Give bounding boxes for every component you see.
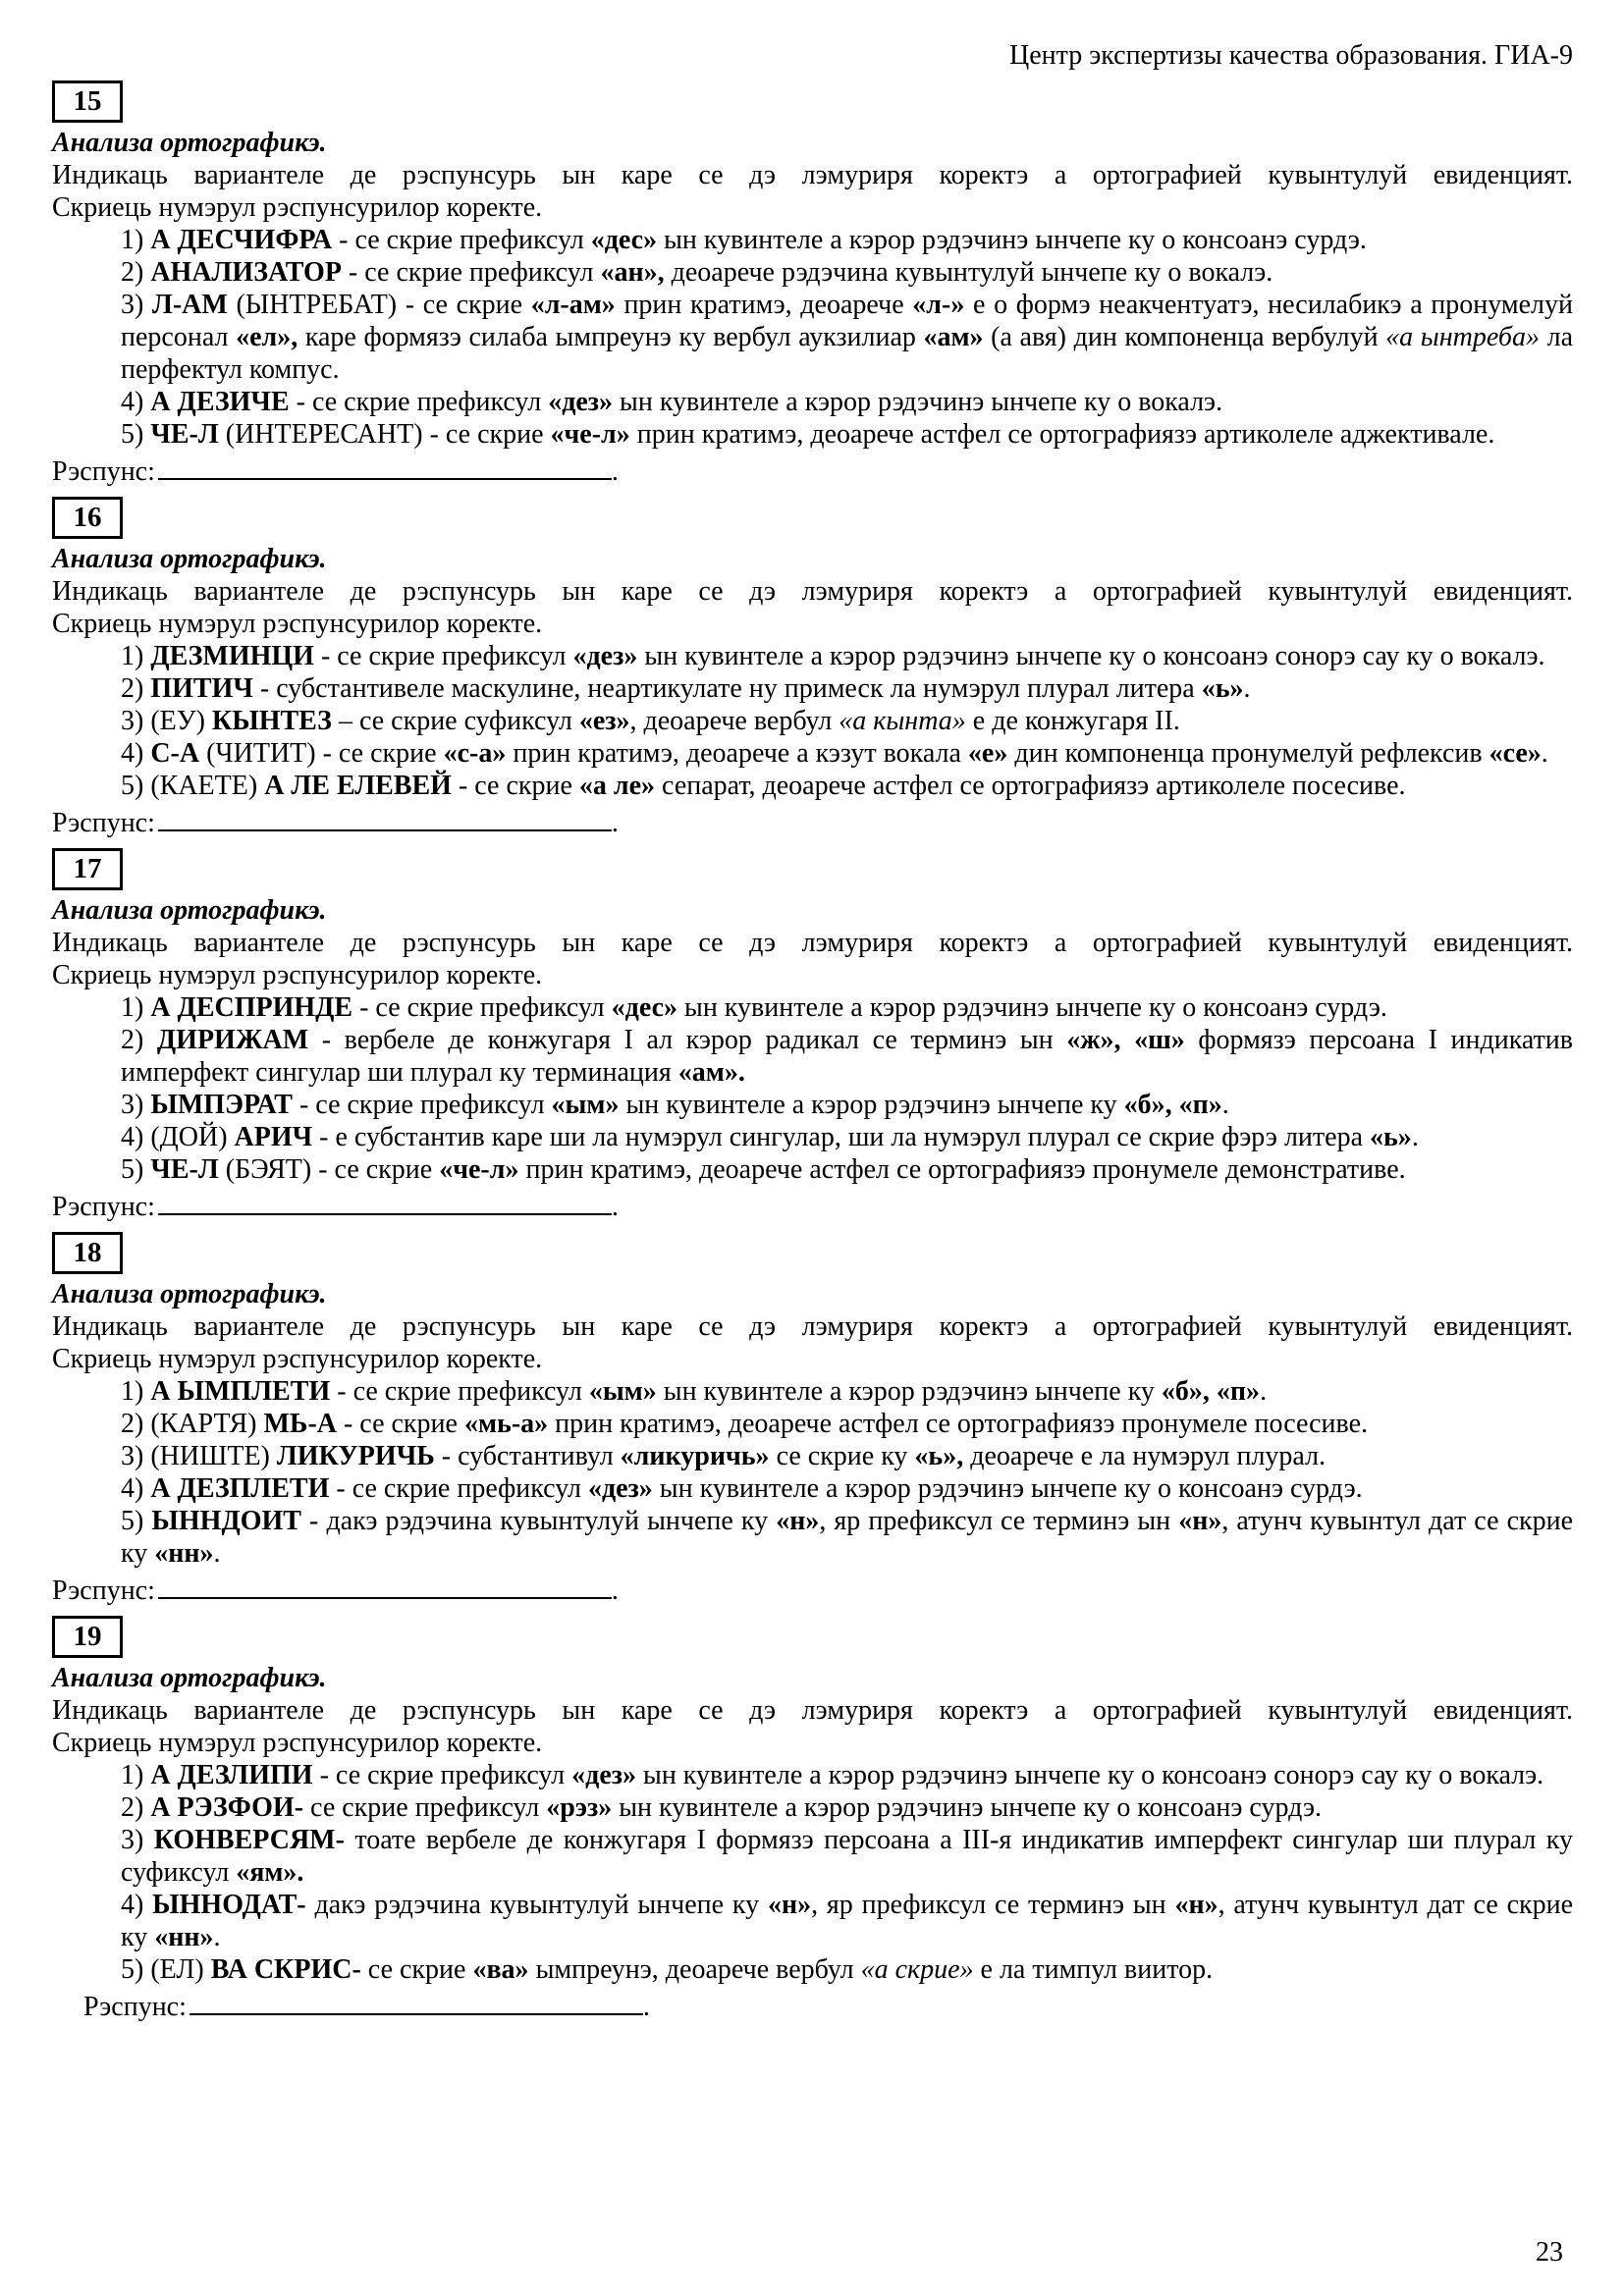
text-segment: . bbox=[1411, 1122, 1419, 1152]
text-segment: «н» bbox=[1178, 1506, 1222, 1536]
text-segment: прин кратимэ, деоарече а кэзут вокала bbox=[506, 738, 968, 769]
text-segment: прин кратимэ, деоарече астфел се ортографиязэ пронумеле посесиве. bbox=[548, 1409, 1369, 1439]
text-segment: сепарат, деоарече астфел се ортографиязэ артиколеле посесиве. bbox=[655, 771, 1406, 801]
instruction-line: Скриець нумэрул рэспунсурилор коректе. bbox=[52, 1344, 543, 1374]
answer-option bbox=[121, 1024, 1573, 1089]
answer-option bbox=[121, 1889, 1573, 1953]
text-segment: 3) bbox=[121, 290, 152, 320]
instruction-line: Скриець нумэрул рэспунсурилор коректе. bbox=[52, 609, 543, 639]
document-header: Центр экспертизы качества образования. ГИА-9 bbox=[1009, 40, 1573, 71]
text-segment: 4) (ДОЙ) bbox=[121, 1122, 235, 1152]
text-segment: «н» bbox=[776, 1506, 820, 1536]
response-suffix: . bbox=[611, 1575, 619, 1606]
text-segment: А ЫМПЛЕТИ bbox=[150, 1376, 331, 1407]
answer-option bbox=[121, 1440, 1573, 1472]
text-segment: «ь» bbox=[1201, 673, 1244, 704]
response-line bbox=[52, 455, 1573, 488]
response-line bbox=[83, 1991, 1573, 2023]
text-segment: ЫМПЭРАТ bbox=[150, 1090, 293, 1120]
response-line bbox=[52, 807, 1573, 839]
text-segment: ЧЕ-Л bbox=[150, 419, 219, 450]
text-segment: 2) bbox=[121, 257, 151, 288]
question-number: 16 bbox=[73, 502, 102, 533]
answer-option bbox=[121, 1375, 1573, 1408]
question-number: 15 bbox=[73, 85, 102, 117]
text-segment: 2) bbox=[121, 1025, 157, 1055]
text-segment: 2) bbox=[121, 1792, 151, 1823]
text-segment: АНАЛИЗАТОР bbox=[150, 257, 342, 288]
question-block bbox=[52, 1232, 1573, 1607]
answer-option bbox=[121, 1408, 1573, 1440]
text-segment: 3) bbox=[121, 1825, 154, 1855]
text-segment: ла перфектул компус. bbox=[121, 322, 1574, 385]
answer-option bbox=[121, 1153, 1573, 1186]
text-segment: - вербеле де конжугаря I ал кэрор радикал се терминэ ын bbox=[308, 1025, 1067, 1055]
text-segment: - се скрие префиксул bbox=[292, 1090, 552, 1120]
response-label: Рэспунс: bbox=[52, 1575, 155, 1606]
text-segment: - се скрие префиксул bbox=[312, 1760, 572, 1790]
text-segment: «рэз» bbox=[546, 1792, 613, 1823]
text-segment: «а скрие» bbox=[860, 1954, 974, 1985]
text-segment: «ь» bbox=[1370, 1122, 1412, 1152]
text-segment: «а ынтреба» bbox=[1385, 322, 1540, 352]
text-segment: прин кратимэ, деоарече астфел се ортографиязэ пронумеле демонстративе. bbox=[518, 1154, 1406, 1185]
question-number-box bbox=[52, 80, 123, 123]
text-segment: «а кынта» bbox=[839, 706, 966, 736]
text-segment: се скрие ку bbox=[769, 1441, 915, 1471]
text-segment: ын кувинтеле а кэрор рэдэчинэ ынчепе ку о консоанэ сурдэ. bbox=[677, 992, 1387, 1023]
answer-option bbox=[121, 289, 1573, 386]
text-segment: «дес» bbox=[590, 225, 658, 255]
answer-option bbox=[121, 1759, 1573, 1791]
text-segment: «дез» bbox=[587, 1473, 653, 1504]
text-segment: «че-л» bbox=[439, 1154, 519, 1185]
text-segment: «дез» bbox=[571, 1760, 636, 1790]
text-segment: формязэ персоана I индикатив имперфект сингулар ши плурал ку терминация bbox=[121, 1025, 1574, 1088]
instruction-line: Скриець нумэрул рэспунсурилор коректе. bbox=[52, 960, 543, 990]
text-segment: А ДЕЗЛИПИ bbox=[150, 1760, 313, 1790]
text-segment: - дакэ рэдэчина кувынтулуй ынчепе ку bbox=[300, 1506, 777, 1536]
text-segment: , яр префиксул се терминэ ын bbox=[811, 1890, 1175, 1920]
text-segment: се скрие bbox=[360, 1954, 473, 1985]
text-segment: «дез» bbox=[572, 641, 638, 671]
text-segment: (ИНТЕРЕСАНТ) - се скрие bbox=[218, 419, 551, 450]
text-segment: , яр префиксул се терминэ ын bbox=[819, 1506, 1179, 1536]
question-number-box bbox=[52, 1616, 123, 1658]
text-segment: - се скрие bbox=[451, 771, 579, 801]
instruction-line: Скриець нумэрул рэспунсурилор коректе. bbox=[52, 1728, 543, 1758]
text-segment: . bbox=[1260, 1376, 1268, 1407]
text-segment: е де конжугаря II. bbox=[965, 706, 1180, 736]
text-segment: 4) bbox=[121, 738, 151, 769]
text-segment: каре формязэ силаба ымпреунэ ку вербул аукзилиар bbox=[298, 322, 924, 352]
text-segment: , деоарече вербул bbox=[629, 706, 839, 736]
text-segment: «нн» bbox=[154, 1922, 214, 1952]
text-segment: ын кувинтеле а кэрор рэдэчинэ ынчепе ку о консоанэ сонорэ сау ку о вокалэ. bbox=[636, 1760, 1544, 1790]
text-segment: – се скрие суфиксул bbox=[331, 706, 579, 736]
text-segment: 1) bbox=[121, 992, 151, 1023]
text-segment: прин кратимэ, деоарече bbox=[615, 290, 913, 320]
text-segment: - субстантивул bbox=[434, 1441, 621, 1471]
text-segment: 5) (КАЕТЕ) bbox=[121, 771, 265, 801]
text-segment: «ез» bbox=[578, 706, 630, 736]
text-segment: «ел», bbox=[236, 322, 298, 352]
text-segment: деоарече е ла нумэрул плурал. bbox=[963, 1441, 1326, 1471]
question-instructions bbox=[52, 1310, 1573, 1375]
question-number-box bbox=[52, 848, 123, 890]
text-segment: (БЭЯТ) - се скрие bbox=[218, 1154, 440, 1185]
question-heading: Анализа ортографикэ. bbox=[52, 128, 327, 158]
question-heading: Анализа ортографикэ. bbox=[52, 1279, 327, 1309]
instruction-line: Индикаць вариантеле де рэспунсурь ын каре се дэ лэмуриря коректэ а ортографией кувынтулуй евиденцият. bbox=[52, 160, 1573, 190]
question-number-box bbox=[52, 497, 123, 539]
text-segment: - се скрие префиксул bbox=[313, 641, 573, 671]
text-segment: «ям». bbox=[236, 1857, 304, 1888]
text-segment: «ам» bbox=[923, 322, 984, 352]
text-segment: дин компоненца пронумелуй рефлексив bbox=[1007, 738, 1489, 769]
answer-option bbox=[121, 256, 1573, 289]
text-segment: А ЛЕ ЕЛЕВЕЙ bbox=[264, 771, 452, 801]
answer-option bbox=[121, 705, 1573, 737]
text-segment: . bbox=[213, 1922, 221, 1952]
response-blank bbox=[158, 1213, 612, 1215]
text-segment: ЧЕ-Л bbox=[150, 1154, 219, 1185]
text-segment: ын кувинтеле а кэрор рэдэчинэ ынчепе ку bbox=[619, 1090, 1124, 1120]
text-segment: А ДЕСЧИФРА bbox=[150, 225, 333, 255]
text-segment: А ДЕЗИЧЕ bbox=[150, 387, 290, 417]
instruction-line: Индикаць вариантеле де рэспунсурь ын каре се дэ лэмуриря коректэ а ортографией кувынтулуй евиденцият. bbox=[52, 576, 1573, 607]
text-segment: прин кратимэ, деоарече астфел се ортографиязэ артиколеле аджективале. bbox=[629, 419, 1495, 450]
text-segment: - се скрие префиксул bbox=[329, 1473, 588, 1504]
text-segment: «ам». bbox=[677, 1057, 745, 1088]
text-segment: . bbox=[213, 1538, 221, 1569]
text-segment: 5) bbox=[121, 419, 151, 450]
text-segment: «б», «п» bbox=[1123, 1090, 1222, 1120]
text-segment: ЫННДОИТ bbox=[151, 1506, 301, 1536]
text-segment: 1) bbox=[121, 1760, 151, 1790]
text-segment: - се скрие bbox=[336, 1409, 464, 1439]
text-segment: ДЕЗМИНЦИ bbox=[150, 641, 314, 671]
text-segment: АРИЧ bbox=[234, 1122, 313, 1152]
question-block bbox=[52, 848, 1573, 1223]
text-segment: КОНВЕРСЯМ- bbox=[153, 1825, 345, 1855]
text-segment: «дез» bbox=[548, 387, 614, 417]
text-segment: - е субстантив каре ши ла нумэрул сингулар, ши ла нумэрул плурал се скрие фэрэ литера bbox=[312, 1122, 1370, 1152]
question-instructions bbox=[52, 159, 1573, 224]
response-suffix: . bbox=[611, 808, 619, 838]
answer-option bbox=[121, 1953, 1573, 1986]
question-items bbox=[52, 224, 1573, 451]
text-segment: ПИТИЧ bbox=[150, 673, 253, 704]
text-segment: ын кувинтеле а кэрор рэдэчинэ ынчепе ку о вокалэ. bbox=[613, 387, 1223, 417]
text-segment: - се скрие префиксул bbox=[330, 1376, 589, 1407]
response-line bbox=[52, 1191, 1573, 1223]
response-suffix: . bbox=[611, 456, 619, 487]
text-segment: - субстантивеле маскулине, неартикулате ну примеск ла нумэрул плурал литера bbox=[252, 673, 1202, 704]
text-segment: 5) bbox=[121, 1154, 151, 1185]
question-number: 18 bbox=[73, 1237, 102, 1268]
text-segment: . bbox=[1221, 1090, 1229, 1120]
text-segment: 3) (ЕУ) bbox=[121, 706, 212, 736]
text-segment: ын кувинтеле а кэрор рэдэчинэ ынчепе ку о консоанэ сурдэ. bbox=[612, 1792, 1323, 1823]
text-segment: «ь», bbox=[914, 1441, 964, 1471]
response-label: Рэспунс: bbox=[52, 1192, 155, 1222]
question-items bbox=[52, 640, 1573, 802]
text-segment: . bbox=[1243, 673, 1251, 704]
text-segment: «ликуричь» bbox=[620, 1441, 770, 1471]
text-segment: «ж», «ш» bbox=[1066, 1025, 1185, 1055]
text-segment: ын кувинтеле а кэрор рэдэчинэ ынчепе ку о консоанэ сурдэ. bbox=[657, 225, 1367, 255]
text-segment: 2) (КАРТЯ) bbox=[121, 1409, 264, 1439]
text-segment: «н» bbox=[1174, 1890, 1218, 1920]
text-segment: Л-АМ bbox=[151, 290, 228, 320]
response-label: Рэспунс: bbox=[52, 808, 155, 838]
text-segment: - се скрие префиксул bbox=[341, 257, 601, 288]
text-segment: «че-л» bbox=[550, 419, 630, 450]
answer-option bbox=[121, 770, 1573, 802]
text-segment: ын кувинтеле а кэрор рэдэчинэ ынчепе ку bbox=[656, 1376, 1162, 1407]
text-segment: , атунч кувынтул дат се скрие ку bbox=[121, 1506, 1574, 1569]
text-segment: «л-ам» bbox=[530, 290, 616, 320]
text-segment: ын кувинтеле а кэрор рэдэчинэ ынчепе ку о консоанэ сонорэ сау ку о вокалэ. bbox=[637, 641, 1545, 671]
question-heading: Анализа ортографикэ. bbox=[52, 895, 327, 926]
answer-option bbox=[121, 1824, 1573, 1889]
text-segment: 4) bbox=[121, 1890, 153, 1920]
text-segment: (ЧИТИТ) - се скрие bbox=[199, 738, 444, 769]
question-instructions bbox=[52, 927, 1573, 991]
text-segment: «с-а» bbox=[443, 738, 507, 769]
text-segment: А РЭЗФОИ- bbox=[150, 1792, 304, 1823]
question-block bbox=[52, 497, 1573, 839]
answer-option bbox=[121, 224, 1573, 256]
text-segment: - се скрие префиксул bbox=[332, 225, 591, 255]
answer-option bbox=[121, 418, 1573, 451]
text-segment: ЫННОДАТ- bbox=[152, 1890, 306, 1920]
text-segment: , атунч кувынтул дат се скрие ку bbox=[121, 1890, 1574, 1952]
answer-option bbox=[121, 386, 1573, 418]
text-segment: дакэ рэдэчина кувынтулуй ынчепе ку bbox=[305, 1890, 768, 1920]
answer-option bbox=[121, 991, 1573, 1024]
response-blank bbox=[189, 2013, 643, 2015]
question-heading: Анализа ортографикэ. bbox=[52, 544, 327, 574]
response-line bbox=[52, 1575, 1573, 1607]
text-segment: ВА СКРИС- bbox=[210, 1954, 361, 1985]
instruction-line: Индикаць вариантеле де рэспунсурь ын каре се дэ лэмуриря коректэ а ортографией кувынтулуй евиденцият. bbox=[52, 928, 1573, 958]
text-segment: 5) bbox=[121, 1506, 152, 1536]
text-segment: се скрие префиксул bbox=[303, 1792, 547, 1823]
text-segment: С-А bbox=[150, 738, 200, 769]
question-number-box bbox=[52, 1232, 123, 1274]
text-segment: 4) bbox=[121, 1473, 151, 1504]
response-blank bbox=[158, 1597, 612, 1599]
text-segment: . bbox=[1541, 738, 1548, 769]
question-heading: Анализа ортографикэ. bbox=[52, 1663, 327, 1693]
response-label: Рэспунс: bbox=[52, 456, 155, 487]
text-segment: А ДЕСПРИНДЕ bbox=[150, 992, 353, 1023]
text-segment: КЫНТЕЗ bbox=[211, 706, 332, 736]
response-label: Рэспунс: bbox=[83, 1992, 187, 2022]
text-segment: 1) bbox=[121, 641, 151, 671]
answer-option bbox=[121, 1505, 1573, 1570]
instruction-line: Индикаць вариантеле де рэспунсурь ын каре се дэ лэмуриря коректэ а ортографией кувынтулуй евиденцият. bbox=[52, 1695, 1573, 1726]
text-segment: тоате вербеле де конжугаря I формязэ персоана а III-я индикатив имперфект сингулар ши плурал ку суфиксул bbox=[121, 1825, 1573, 1888]
text-segment: «н» bbox=[767, 1890, 812, 1920]
text-segment: 2) bbox=[121, 673, 151, 704]
answer-option bbox=[121, 672, 1573, 705]
answer-option bbox=[121, 737, 1573, 770]
text-segment: ын кувинтеле а кэрор рэдэчинэ ынчепе ку о консоанэ сурдэ. bbox=[652, 1473, 1363, 1504]
text-segment: е ла тимпул виитор. bbox=[973, 1954, 1214, 1985]
text-segment: «дес» bbox=[611, 992, 678, 1023]
text-segment: (ЫНТРЕБАТ) - се скрие bbox=[227, 290, 531, 320]
question-number: 19 bbox=[73, 1621, 102, 1652]
answer-option bbox=[121, 1121, 1573, 1153]
answer-option bbox=[121, 1089, 1573, 1121]
text-segment: «б», «п» bbox=[1161, 1376, 1261, 1407]
question-instructions bbox=[52, 1694, 1573, 1759]
question-block bbox=[52, 80, 1573, 488]
response-blank bbox=[158, 829, 612, 831]
answer-option bbox=[121, 1472, 1573, 1505]
text-segment: «ан», bbox=[600, 257, 665, 288]
text-segment: «се» bbox=[1489, 738, 1542, 769]
text-segment: «ым» bbox=[588, 1376, 657, 1407]
question-instructions bbox=[52, 575, 1573, 640]
text-segment: ДИРИЖАМ bbox=[156, 1025, 309, 1055]
text-segment: «нн» bbox=[154, 1538, 214, 1569]
text-segment: ЛИКУРИЧЬ bbox=[276, 1441, 435, 1471]
text-segment: «л-» bbox=[912, 290, 965, 320]
text-segment: - се скрие префиксул bbox=[352, 992, 612, 1023]
text-segment: «е» bbox=[967, 738, 1008, 769]
response-blank bbox=[158, 478, 612, 480]
text-segment: деоарече рэдэчина кувынтулуй ынчепе ку о вокалэ. bbox=[664, 257, 1273, 288]
text-segment: «ва» bbox=[472, 1954, 529, 1985]
text-segment: (а авя) дин компоненца вербулуй bbox=[983, 322, 1386, 352]
text-segment: А ДЕЗПЛЕТИ bbox=[150, 1473, 330, 1504]
text-segment: - се скрие префиксул bbox=[289, 387, 549, 417]
questions bbox=[52, 80, 1573, 2023]
question-items bbox=[52, 1375, 1573, 1570]
text-segment: ымпреунэ, деоарече вербул bbox=[528, 1954, 861, 1985]
text-segment: 4) bbox=[121, 387, 151, 417]
question-number: 17 bbox=[73, 853, 102, 884]
question-items bbox=[52, 991, 1573, 1186]
response-suffix: . bbox=[642, 1992, 650, 2022]
question-block bbox=[52, 1616, 1573, 2023]
answer-option bbox=[121, 1791, 1573, 1824]
answer-option bbox=[121, 640, 1573, 672]
page-number: 23 bbox=[1536, 2237, 1563, 2268]
text-segment: 1) bbox=[121, 1376, 151, 1407]
text-segment: 1) bbox=[121, 225, 151, 255]
question-items bbox=[52, 1759, 1573, 1986]
text-segment: «ым» bbox=[551, 1090, 620, 1120]
text-segment: е о формэ неакчентуатэ, несилабикэ а пронумелуй персонал bbox=[121, 290, 1573, 352]
instruction-line: Скриець нумэрул рэспунсурилор коректе. bbox=[52, 192, 543, 223]
instruction-line: Индикаць вариантеле де рэспунсурь ын каре се дэ лэмуриря коректэ а ортографией кувынтулуй евиденцият. bbox=[52, 1311, 1573, 1342]
text-segment: 5) (ЕЛ) bbox=[121, 1954, 211, 1985]
text-segment: «а ле» bbox=[578, 771, 656, 801]
text-segment: «мь-а» bbox=[463, 1409, 549, 1439]
text-segment: МЬ-А bbox=[263, 1409, 337, 1439]
response-suffix: . bbox=[611, 1192, 619, 1222]
text-segment: 3) (НИШТЕ) bbox=[121, 1441, 277, 1471]
text-segment: 3) bbox=[121, 1090, 151, 1120]
